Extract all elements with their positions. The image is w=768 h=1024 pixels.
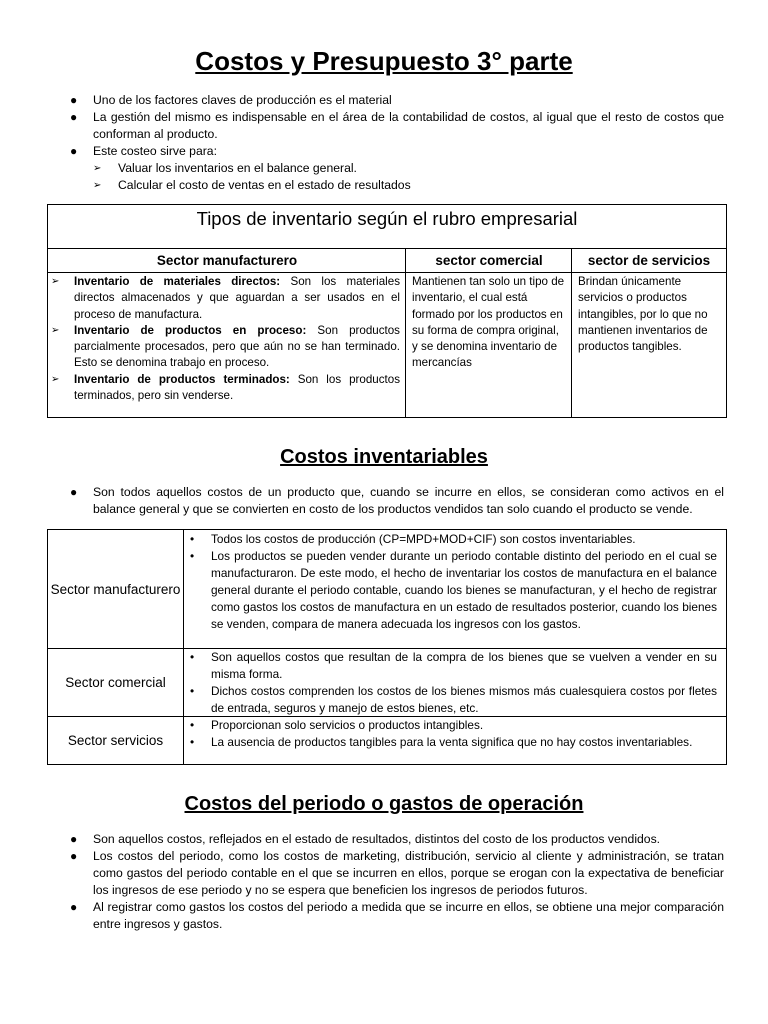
bullet-icon: ●	[70, 832, 78, 846]
arrow-bullet-icon: ➢	[51, 373, 60, 385]
table-heading: Tipos de inventario según el rubro empresarial	[48, 205, 726, 249]
list-item: ➢ Inventario de materiales directos: Son los materiales directos almacenados y que aguardan a ser usados en el proceso de manufactura.	[51, 275, 400, 321]
section-title-costos-inventariables: Costos inventariables	[280, 446, 488, 468]
intro-sub-list	[93, 160, 724, 194]
intro-bullet-list	[68, 92, 724, 194]
list-item: ● Son aquellos costos, reflejados en el estado de resultados, distintos del costo de los productos vendidos.	[70, 832, 661, 846]
bullet-icon: ●	[70, 110, 78, 124]
bullet-icon: ●	[70, 485, 78, 499]
column-header-servicios: sector de servicios	[572, 249, 726, 273]
page-title: Costos y Presupuesto 3° parte	[195, 46, 573, 76]
row-label: Sector manufacturero	[48, 530, 184, 648]
list-item: • Proporcionan solo servicios o productos intangibles.	[190, 718, 484, 732]
column-header-manufacturero: Sector manufacturero	[48, 249, 406, 273]
section3-bullet-list	[68, 831, 724, 933]
bullet-icon: •	[190, 532, 195, 546]
bullet-icon: ●	[70, 849, 78, 863]
column-header-comercial: sector comercial	[406, 249, 572, 273]
list-item: • Dichos costos comprenden los costos de los bienes mismos más cualesquiera costos por fletes de entrada, seguros y manejo de estos bienes, etc.	[190, 683, 717, 715]
cell-manufacturero	[48, 273, 406, 417]
inventory-types-table	[47, 204, 727, 418]
arrow-bullet-icon: ➢	[51, 276, 60, 287]
list-item: • La ausencia de productos tangibles para la venta significa que no hay costos inventariables.	[190, 734, 693, 749]
bullet-icon: •	[190, 683, 195, 698]
bullet-icon: •	[190, 650, 195, 664]
row-body	[184, 530, 726, 648]
list-item: ● Este costeo sirve para: ➢ Valuar los inventarios en el balance general. ➢ Calcular el costo de ventas en el estado de resultados	[68, 143, 724, 194]
inventariables-table	[47, 529, 727, 765]
bullet-icon: ●	[70, 144, 78, 158]
bullet-icon: •	[190, 548, 195, 563]
section2-bullet-list	[68, 484, 724, 518]
list-item: ● Uno de los factores claves de producción es el material	[70, 93, 392, 107]
list-item: ➢ Calcular el costo de ventas en el estado de resultados	[93, 178, 411, 192]
bullet-icon: •	[190, 718, 195, 732]
cell-servicios: Brindan únicamente servicios o productos intangibles, por lo que no mantienen inventarios de productos tangibles.	[578, 275, 708, 354]
cell-comercial: Mantienen tan solo un tipo de inventario, el cual está formado por los productos en su forma de compra original, y se denomina inventario de mercancías	[412, 275, 565, 370]
bullet-icon: •	[190, 734, 195, 749]
table-row	[48, 716, 726, 764]
bullet-icon: ●	[70, 900, 78, 914]
list-item: • Todos los costos de producción (CP=MPD+MOD+CIF) son costos inventariables.	[190, 532, 636, 546]
list-item: ● La gestión del mismo es indispensable en el área de la contabilidad de costos, al igual que el resto de costos que conforman al producto.	[70, 110, 724, 141]
list-item: • Los productos se pueden vender durante un periodo contable distinto del periodo en el cual se manufacturaron. De este modo, el hecho de inventariar los costos de manufactura en el balance general durante el periodo contable, cuando los bienes se manufacturan, y el hecho de registrar como gastos los costos de manufactura en un estado de resultados posterior, cuando los bienes se venden, compara de manera adecuada los ingresos con los gastos.	[190, 548, 717, 631]
list-item: ● Al registrar como gastos los costos del periodo a medida que se incurre en ellos, se obtiene una mejor comparación entre ingresos y gastos.	[70, 900, 724, 931]
section-title-costos-periodo: Costos del periodo o gastos de operación	[184, 793, 584, 815]
table-row	[48, 648, 726, 716]
list-item: ● Los costos del periodo, como los costos de marketing, distribución, servicio al cliente y administración, se tratan como gastos del periodo contable en el que se incurren en ellos, porque se erogan con la expectativa de beneficiar los ingresos de ese periodo y no se espera que beneficien los ingresos de periodos futuros.	[70, 849, 724, 897]
arrow-bullet-icon: ➢	[51, 324, 60, 336]
arrow-bullet-icon: ➢	[93, 163, 102, 174]
row-label: Sector servicios	[48, 716, 184, 764]
list-item: ➢ Inventario de productos terminados: Son los productos terminados, pero sin venderse.	[51, 372, 400, 403]
row-body	[184, 648, 726, 716]
row-body	[184, 716, 726, 764]
list-item: ➢ Valuar los inventarios en el balance general.	[93, 161, 357, 175]
arrow-bullet-icon: ➢	[93, 180, 102, 191]
list-item: • Son aquellos costos que resultan de la compra de los bienes que se vuelven a vender en su misma forma.	[190, 650, 717, 681]
bullet-icon: ●	[70, 93, 78, 107]
row-label: Sector comercial	[48, 648, 184, 716]
table-row	[48, 530, 726, 648]
list-item: ➢ Inventario de productos en proceso: Son productos parcialmente procesados, pero que aún no se han terminado. Esto se denomina trabajo en proceso.	[51, 323, 400, 370]
list-item: ● Son todos aquellos costos de un producto que, cuando se incurre en ellos, se consideran como activos en el balance general y que se convierten en costo de los productos vendidos tan solo cuando el producto se vende.	[70, 485, 724, 516]
